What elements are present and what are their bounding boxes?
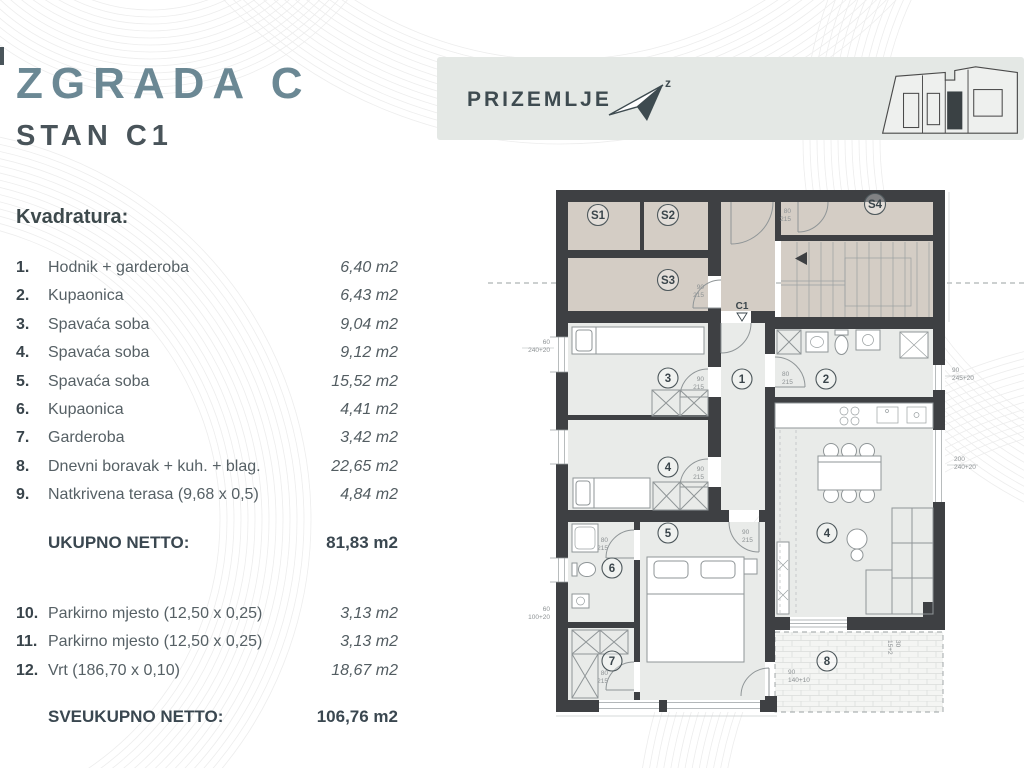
total-value: 81,83 m2 <box>326 533 398 552</box>
storage-label-s3: S3 <box>660 275 676 287</box>
floor-plan <box>528 162 1024 742</box>
row-area: 15,52 m2 <box>331 372 398 390</box>
row-area: 18,67 m2 <box>331 661 398 679</box>
toilet <box>835 330 848 335</box>
svg-text:60100+20: 60 100+20 <box>528 606 550 621</box>
row-area: 4,84 m2 <box>340 486 398 504</box>
row-number: 11. <box>16 633 38 651</box>
storage-floors <box>568 202 933 323</box>
row-number: 1. <box>16 259 30 276</box>
area-row <box>16 373 398 401</box>
row-area: 4,41 m2 <box>340 400 398 418</box>
area-row <box>16 633 398 661</box>
row-area: 9,04 m2 <box>340 315 398 333</box>
room-circle: 2 <box>822 374 830 386</box>
row-area: 6,43 m2 <box>340 287 398 305</box>
floor-label: PRIZEMLJE <box>467 88 612 111</box>
floor-lamp <box>847 529 867 549</box>
building-locator-icon <box>876 63 1024 137</box>
svg-text:90215: 90 215 <box>693 376 704 391</box>
unit-title: STAN C1 <box>16 120 173 152</box>
row-area: 3,13 m2 <box>340 633 398 651</box>
row-name: Vrt (186,70 x 0,10) <box>48 661 180 679</box>
row-number: 6. <box>16 400 30 418</box>
svg-text:90215: 90 215 <box>693 466 704 481</box>
grand-total-label: SVEUKUPNO NETTO: <box>48 707 224 726</box>
room-circle: 8 <box>823 656 831 668</box>
storage-label-s1: S1 <box>590 210 606 222</box>
row-area: 9,12 m2 <box>340 344 398 362</box>
row-name: Garderoba <box>48 429 125 447</box>
row-name: Dnevni boravak + kuh. + blag. <box>48 457 261 475</box>
room-circle: 3 <box>664 373 672 385</box>
storage-label-s4: S4 <box>867 199 883 211</box>
room-circle: 4 <box>664 462 672 474</box>
highlighted-building-c <box>947 91 962 129</box>
svg-text:C1: C1 <box>735 301 749 312</box>
area-row <box>16 662 398 690</box>
row-number: 5. <box>16 372 30 390</box>
page-edge-mark <box>0 47 4 65</box>
section-label: Kvadratura: <box>16 206 129 228</box>
area-list <box>16 259 398 515</box>
svg-text:80215: 80 215 <box>597 537 608 552</box>
svg-text:60240+20: 60 240+20 <box>528 339 550 354</box>
area-row <box>16 401 398 429</box>
row-name: Hodnik + garderoba <box>48 259 189 276</box>
north-letter: z <box>665 76 671 90</box>
row-name: Spavaća soba <box>48 344 150 362</box>
room-circle: 7 <box>608 656 616 668</box>
room-circle: 5 <box>664 528 672 540</box>
north-arrow-icon <box>605 73 677 129</box>
row-number: 9. <box>16 486 30 504</box>
extras-list <box>16 605 398 690</box>
row-number: 10. <box>16 605 39 622</box>
svg-text:90215: 90 215 <box>693 284 704 299</box>
row-name: Spavaća soba <box>48 315 150 333</box>
row-area: 3,13 m2 <box>340 605 398 622</box>
area-row <box>16 605 398 633</box>
area-row <box>16 344 398 372</box>
svg-text:80215: 80 215 <box>597 670 608 685</box>
room-circle: 6 <box>608 563 616 575</box>
svg-text:80215: 80 215 <box>782 371 793 386</box>
svg-text:90245+20: 90 245+20 <box>952 367 974 382</box>
row-name: Natkrivena terasa (9,68 x 0,5) <box>48 486 259 504</box>
terrace <box>775 632 943 712</box>
washing-machine <box>856 330 880 350</box>
area-row <box>16 458 398 486</box>
washbasin <box>806 332 828 352</box>
title-block <box>16 59 311 152</box>
total-netto <box>48 533 398 553</box>
row-name: Spavaća soba <box>48 372 150 390</box>
row-area: 3,42 m2 <box>340 429 398 447</box>
area-row <box>16 316 398 344</box>
row-number: 7. <box>16 429 30 447</box>
area-row <box>16 259 398 287</box>
row-number: 8. <box>16 457 30 475</box>
room-circle: 4 <box>823 528 831 540</box>
grand-total-value: 106,76 m2 <box>316 707 398 726</box>
room-circle: 1 <box>738 374 746 386</box>
row-number: 4. <box>16 344 30 362</box>
row-number: 2. <box>16 287 30 305</box>
area-row <box>16 287 398 315</box>
row-name: Parkirno mjesto (12,50 x 0,25) <box>48 633 263 651</box>
row-name: Kupaonica <box>48 400 124 418</box>
area-row <box>16 486 398 514</box>
row-number: 12. <box>16 661 39 679</box>
area-row <box>16 429 398 457</box>
svg-text:90140+10: 90 140+10 <box>788 669 810 684</box>
storage-label-s2: S2 <box>660 210 676 222</box>
total-label: UKUPNO NETTO: <box>48 533 190 552</box>
tv-unit <box>777 542 789 614</box>
toilet <box>572 563 577 576</box>
svg-text:80215: 80 215 <box>780 208 791 223</box>
unit-marker <box>736 301 749 321</box>
washbasin <box>572 594 589 608</box>
svg-text:90215: 90 215 <box>742 529 753 544</box>
row-name: Parkirno mjesto (12,50 x 0,25) <box>48 605 263 622</box>
row-number: 3. <box>16 315 30 333</box>
floor-header-bar <box>437 57 1024 140</box>
svg-text:3015+2: 3015+2 <box>886 640 901 655</box>
building-title: ZGRADA C <box>16 59 311 108</box>
grand-total-netto <box>48 707 398 727</box>
row-area: 22,65 m2 <box>331 457 398 475</box>
dining-set <box>818 444 881 503</box>
row-area: 6,40 m2 <box>340 259 398 276</box>
svg-text:200240+20: 200 240+20 <box>954 456 976 471</box>
row-name: Kupaonica <box>48 287 124 305</box>
